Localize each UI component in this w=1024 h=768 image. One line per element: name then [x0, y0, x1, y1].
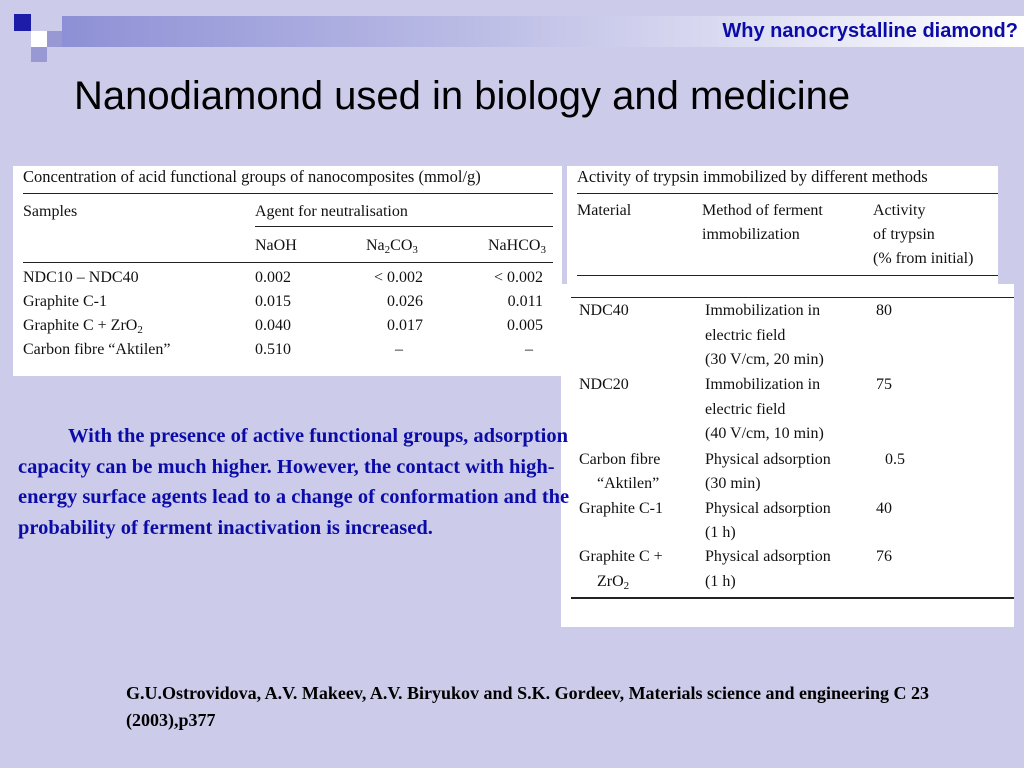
deco-square-mid: [47, 31, 62, 47]
table-cell-nahco3: 0.011: [507, 293, 543, 310]
trypsin-table-body: [561, 284, 1014, 627]
column-header-method: immobilization: [702, 226, 800, 243]
deco-square-dark: [14, 14, 31, 31]
table-cell-method: (1 h): [705, 524, 736, 541]
table-cell-material: NDC40: [579, 302, 629, 319]
table-rule: [571, 597, 1014, 599]
table-cell-naoh: 0.510: [255, 341, 291, 358]
column-header-samples: Samples: [23, 203, 78, 220]
column-header-method: Method of ferment: [702, 202, 823, 219]
table-cell-na2co3: < 0.002: [373, 269, 423, 286]
table-cell-naoh: 0.015: [255, 293, 291, 310]
table-cell-method: Physical adsorption: [705, 548, 831, 565]
table-cell-nahco3: 0.005: [507, 317, 543, 334]
table-cell-na2co3: 0.026: [387, 293, 423, 310]
table-cell-method: Physical adsorption: [705, 500, 831, 517]
table-cell-method: Immobilization in: [705, 302, 821, 319]
table-caption: Concentration of acid functional groups of nanocomposites (mmol/g): [23, 167, 481, 186]
table-cell-nahco3: < 0.002: [493, 269, 543, 286]
acid-groups-table: [13, 166, 562, 376]
table-cell-material: Graphite C +: [579, 548, 663, 565]
table-cell-activity: 76: [876, 548, 892, 565]
table-cell-sample: Graphite C + ZrO$_2$: [23, 317, 143, 336]
table-cell-method: (40 V/cm, 10 min): [705, 425, 824, 442]
column-header-activity: (% from initial): [873, 250, 974, 267]
table-cell-na2co3: 0.017: [387, 317, 423, 334]
table-cell-material: “Aktilen”: [597, 475, 660, 492]
body-paragraph: [18, 421, 578, 543]
column-header-naoh: NaOH: [255, 237, 297, 254]
table-cell-activity: 40: [876, 500, 892, 517]
table-cell-na2co3: –: [395, 341, 403, 358]
column-header-activity: of trypsin: [873, 226, 935, 243]
table-cell-sample: Graphite C-1: [23, 293, 107, 310]
table-cell-method: (30 V/cm, 20 min): [705, 351, 824, 368]
deco-square-small: [31, 47, 47, 62]
column-header-material: Material: [577, 202, 632, 219]
table-cell-activity: 80: [876, 302, 892, 319]
column-header-activity: Activity: [873, 202, 926, 219]
table-rule: [23, 262, 553, 263]
table-rule: [255, 226, 553, 227]
table-cell-method: electric field: [705, 327, 786, 344]
table-cell-method: (1 h): [705, 573, 736, 590]
citation: G.U.Ostrovidova, A.V. Makeev, A.V. Biryukov and S.K. Gordeev, Materials science and engineering C 23 (2003),p377: [126, 683, 930, 730]
deco-square-light: [31, 31, 47, 47]
table-cell-activity: 75: [876, 376, 892, 393]
table-cell-naoh: 0.002: [255, 269, 291, 286]
table-cell-material: ZrO$_2$: [597, 573, 630, 592]
table-cell-method: Physical adsorption: [705, 451, 831, 468]
slide-title: Nanodiamond used in biology and medicine: [74, 74, 851, 118]
table-cell-method: Immobilization in: [705, 376, 821, 393]
table-cell-naoh: 0.040: [255, 317, 291, 334]
column-header-agent: Agent for neutralisation: [255, 203, 408, 220]
table-cell-nahco3: –: [525, 341, 533, 358]
table-cell-method: (30 min): [705, 475, 761, 492]
table-cell-material: Graphite C-1: [579, 500, 663, 517]
table-cell-method: electric field: [705, 401, 786, 418]
table-rule: [23, 193, 553, 194]
header-title: Why nanocrystalline diamond?: [722, 20, 1018, 42]
column-header-na2co3: $Na_2CO_3$: [366, 237, 418, 256]
table-caption: Activity of trypsin immobilized by different methods: [577, 167, 928, 186]
table-cell-activity: 0.5: [885, 451, 905, 468]
body-paragraph-text: With the presence of active functional groups, adsorption capacity can be much higher. However, the contact with high-energy surface agents lead to a change of conformation and the probability of ferment inactivation is increased.: [18, 425, 570, 539]
table-cell-sample: Carbon fibre “Aktilen”: [23, 341, 171, 358]
table-cell-sample: NDC10 – NDC40: [23, 269, 139, 286]
column-header-nahco3: NaHCO$_3$: [488, 237, 546, 256]
table-cell-material: NDC20: [579, 376, 629, 393]
table-rule: [577, 193, 998, 194]
table-rule: [571, 297, 1014, 298]
table-rule: [577, 275, 998, 276]
table-cell-material: Carbon fibre: [579, 451, 661, 468]
trypsin-table-header: [567, 166, 998, 284]
